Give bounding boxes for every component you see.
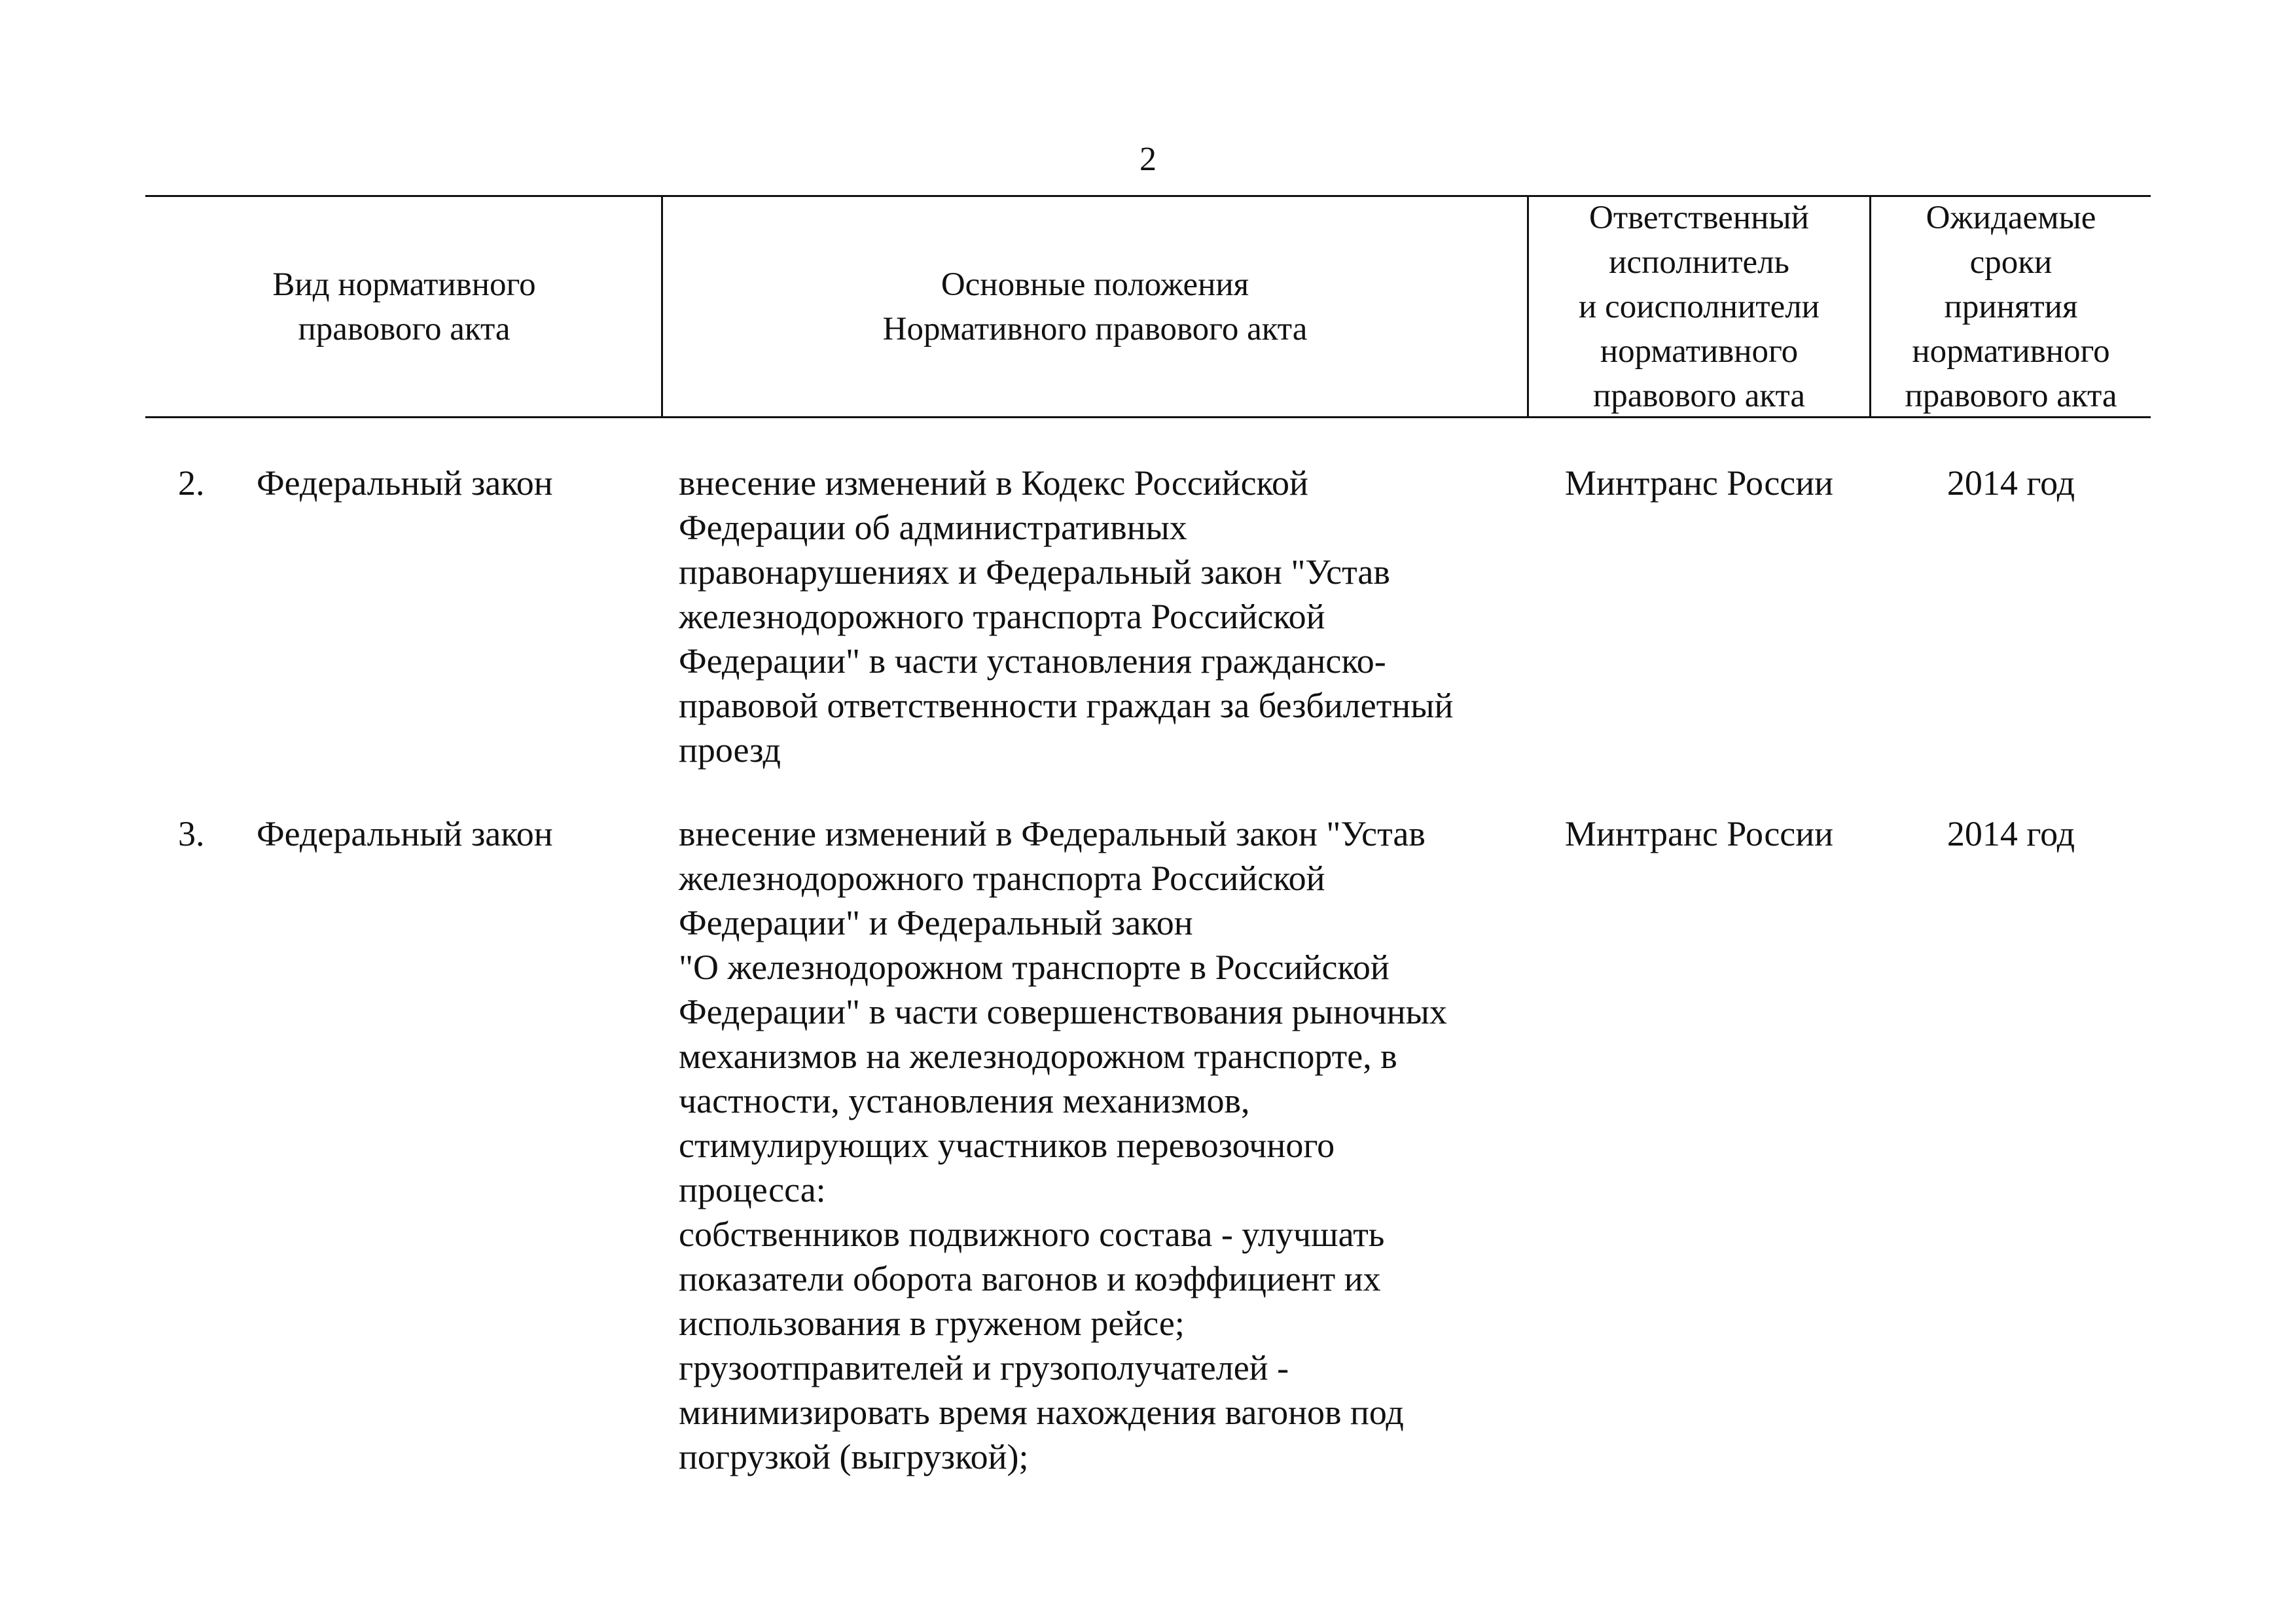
header-deadline: Ожидаемые сроки принятия нормативного правового акта <box>1905 199 2117 414</box>
header-responsible: Ответственный исполнитель и соисполнители нормативного правового акта <box>1579 199 1820 414</box>
header-main-provisions: Основные положения Нормативного правового акта <box>882 266 1308 348</box>
header-type-of-act: Вид нормативного правового акта <box>272 266 536 348</box>
table-header-bottom-rule <box>145 416 2151 418</box>
page-number: 2 <box>1139 141 1157 178</box>
row-deadline: 2014 год <box>1946 463 2075 503</box>
row-responsible: Минтранс России <box>1564 814 1834 853</box>
row-act-type: Федеральный закон <box>257 814 553 853</box>
row-number: 3. <box>178 814 205 853</box>
row-number: 2. <box>178 463 205 503</box>
row-act-type: Федеральный закон <box>257 463 553 503</box>
row-deadline: 2014 год <box>1946 814 2075 853</box>
row-responsible: Минтранс России <box>1564 463 1834 503</box>
row-provisions: внесение изменений в Кодекс Российской Федерации об административных правонарушениях и Федеральный закон "Устав железнодорожного транспорта Российской Федерации" в части установления гражданско- правовой ответственности граждан за безбилетный проезд <box>679 463 1454 770</box>
row-provisions: внесение изменений в Федеральный закон "Устав железнодорожного транспорта Российской Федерации" и Федеральный закон "О железнодорожном транспорте в Российской Федерации" в части совершенствования рыночных механизмов на железнодорожном транспорте, в частности, установления механизмов, стимулирующих участников перевозочного процесса: собственников подвижного состава - улучшать показатели оборота вагонов и коэффициент их использования в груженом рейсе; грузоотправителей и грузополучателей - минимизировать время нахождения вагонов под погрузкой (выгрузкой); <box>679 814 1447 1476</box>
